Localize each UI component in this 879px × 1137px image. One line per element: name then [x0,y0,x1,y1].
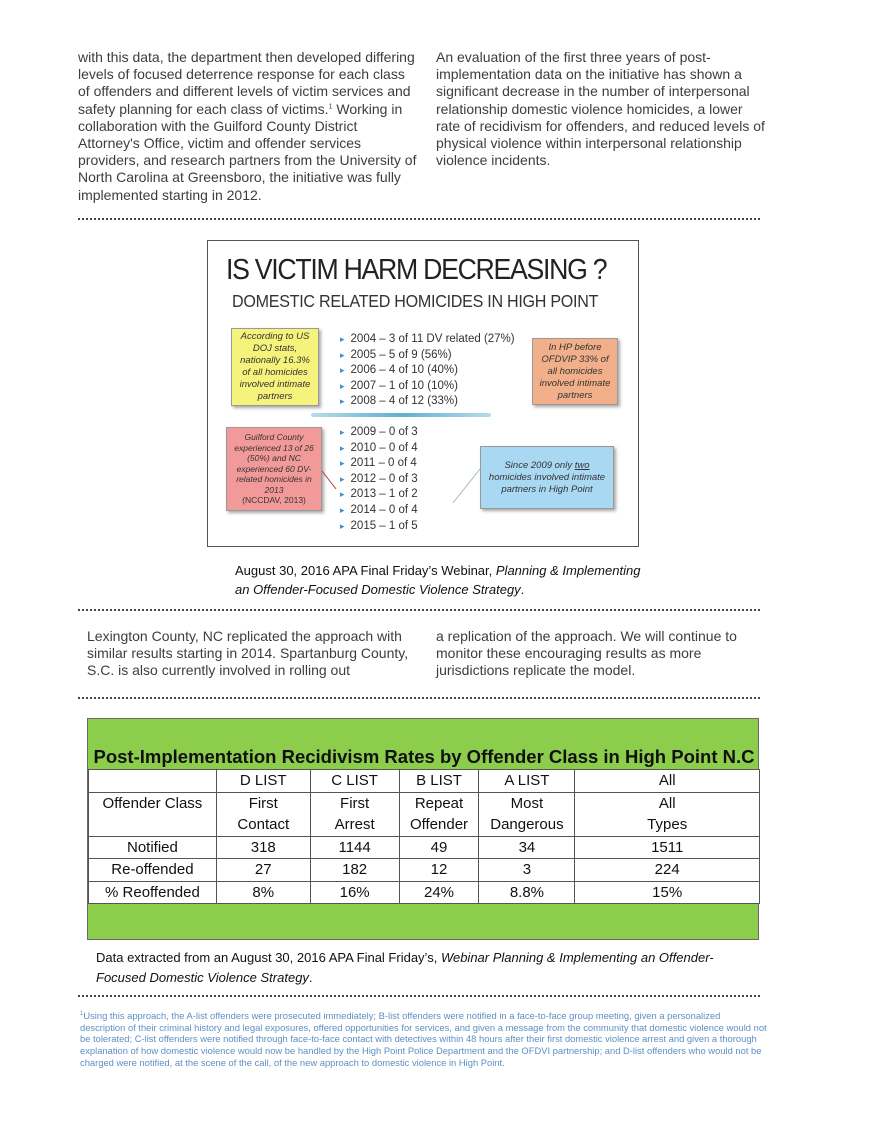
table-source-note [96,948,746,987]
dotted-divider [78,609,760,611]
table-cell: 12 [399,859,479,882]
dotted-divider [78,995,760,997]
stat-item: ▸ 2015 – 1 of 5 [340,519,418,535]
cell-line: Offender [409,816,469,833]
cell-line: Most [510,794,544,812]
table-title: Post-Implementation Recidivism Rates by Offender Class in High Point N.C [93,746,755,767]
slide-caption [235,562,655,599]
source-note-text: Data extracted from an August 30, 2016 APA Final Friday’s, [96,950,441,965]
stat-item: ▸ 2004 – 3 of 11 DV related (27%) [340,332,515,348]
slide-image [207,240,639,547]
table-cell [216,792,310,836]
stat-item: ▸ 2014 – 0 of 4 [340,503,418,519]
table-row [89,792,760,836]
dotted-divider [78,697,760,699]
table-cell: 15% [575,881,760,904]
table-cell: 182 [310,859,399,882]
table-cell: 16% [310,881,399,904]
table-cell: 24% [399,881,479,904]
header-cell: A LIST [479,770,575,793]
intro-left-text: with this data, the department then developed differing levels of focused deterrence response for each class of offenders and different levels of victim services and safety planning for each class of victims. [78,49,415,117]
table-cell: 49 [399,836,479,859]
caption-text: August 30, 2016 APA Final Friday’s Webinar, [235,563,496,578]
header-cell [89,770,217,793]
since-box-text-end: homicides involved intimate partners in High Point [488,471,606,495]
replication-right-paragraph: a replication of the approach. We will continue to monitor these encouraging results as more jurisdictions replicate the model. [436,628,737,679]
slide-title: IS VICTIM HARM DECREASING ? [226,254,607,286]
header-cell: D LIST [216,770,310,793]
row-label: Notified [89,836,217,859]
stat-item: ▸ 2009 – 0 of 3 [340,425,418,441]
table-cell [399,792,479,836]
table-cell: 8% [216,881,310,904]
since-box-underlined: two [574,459,590,471]
table-cell: 318 [216,836,310,859]
cell-line: First [248,794,278,812]
cell-line: First [340,794,370,812]
source-note-end: . [308,969,313,985]
table-cell: 8.8% [479,881,575,904]
table-header-row [89,770,760,793]
row-label: Offender Class [89,792,217,836]
slide-connector-lines [208,241,639,547]
footnote-number: 1 [80,1010,84,1017]
slide-subtitle: DOMESTIC RELATED HOMICIDES IN HIGH POINT [232,291,599,311]
since-box-text-start: Since 2009 only [504,459,575,471]
stat-item: ▸ 2007 – 1 of 10 (10%) [340,379,515,395]
stat-item: ▸ 2005 – 5 of 9 (56%) [340,348,515,364]
row-label: Re-offended [89,859,217,882]
footnote-marker: 1 [328,102,333,110]
table-cell [310,792,399,836]
footnote-text: Using this approach, the A-list offenders were prosecuted immediately; B-list offenders were notified in a face-to-face group meeting, given a personalized description of their criminal history and legal exposures, offered opportunities for services, and given a message from the community that domestic violence would not be tolerated; C-list offenders were notified through face-to-face contact with detectives within 48 hours after their first domestic violence arrest and given a thorough explanation of how domestic violence would now be handled by the High Point Police Department and the OFDVI partnership; and D-list offenders who would not be charged were notified, at the scene of the call, of the new approach to domestic violence in High Point. [80,1010,767,1068]
doj-stats-box: According to US DOJ stats, nationally 16.3% of all homicides involved intimate partners [231,328,319,406]
recidivism-table-panel [87,718,759,940]
stat-item: ▸ 2006 – 4 of 10 (40%) [340,363,515,379]
table-cell: 1144 [310,836,399,859]
cell-line: Types [647,816,688,833]
header-cell: C LIST [310,770,399,793]
caption-title: Planning & Implementing an Offender-Focused Domestic Violence Strategy [235,563,641,597]
cell-line: Repeat [414,794,464,812]
stat-item: ▸ 2008 – 4 of 12 (33%) [340,394,515,410]
intro-left-text-cont: Working in collaboration with the Guilford County District Attorney's Office, victim and offender services providers, and research partners from the University of North Carolina at Greensboro, the initiative was fully implemented starting in 2012. [78,100,417,203]
header-cell: All [575,770,760,793]
header-cell: B LIST [399,770,479,793]
stat-item: ▸ 2010 – 0 of 4 [340,441,418,457]
table-cell: 1511 [575,836,760,859]
hp-stats-box: In HP before OFDVIP 33% of all homicides involved intimate partners [532,338,618,405]
cell-line: All [658,794,676,812]
table-cell: 27 [216,859,310,882]
cell-line: Arrest [334,816,375,833]
cell-line: Dangerous [490,816,564,833]
guilford-county-source: (NCCDAV, 2013) [242,495,306,506]
intro-left-paragraph [78,49,420,204]
recidivism-table [88,769,760,904]
row-label: % Reoffended [89,881,217,904]
table-cell: 3 [479,859,575,882]
table-row [89,859,760,882]
table-row [89,836,760,859]
table-cell: 224 [575,859,760,882]
cell-line: Contact [237,816,290,833]
guilford-county-text: Guilford County experienced 13 of 26 (50%) and NC experienced 60 DV-related homicides in 2013 [234,432,314,495]
intro-right-paragraph: An evaluation of the first three years of post-implementation data on the initiative has shown a significant decrease in the number of interpersonal relationship domestic violence homicides, a lower rate of recidivism for offenders, and reduced levels of physical violence within interpersonal relationship violence incidents. [436,49,765,169]
stat-item: ▸ 2013 – 1 of 2 [340,487,418,503]
source-note-title: Webinar Planning & Implementing an Offender-Focused Domestic Violence Strategy [96,950,714,985]
stat-item: ▸ 2012 – 0 of 3 [340,472,418,488]
table-cell: 34 [479,836,575,859]
replication-left-paragraph: Lexington County, NC replicated the approach with similar results starting in 2014. Spartanburg County, S.C. is also currently involved in rolling out [87,628,409,679]
footnote [80,1010,768,1069]
table-row [89,881,760,904]
table-cell [575,792,760,836]
dotted-divider [78,218,760,220]
stat-item: ▸ 2011 – 0 of 4 [340,456,418,472]
caption-end: . [520,581,525,597]
table-cell [479,792,575,836]
